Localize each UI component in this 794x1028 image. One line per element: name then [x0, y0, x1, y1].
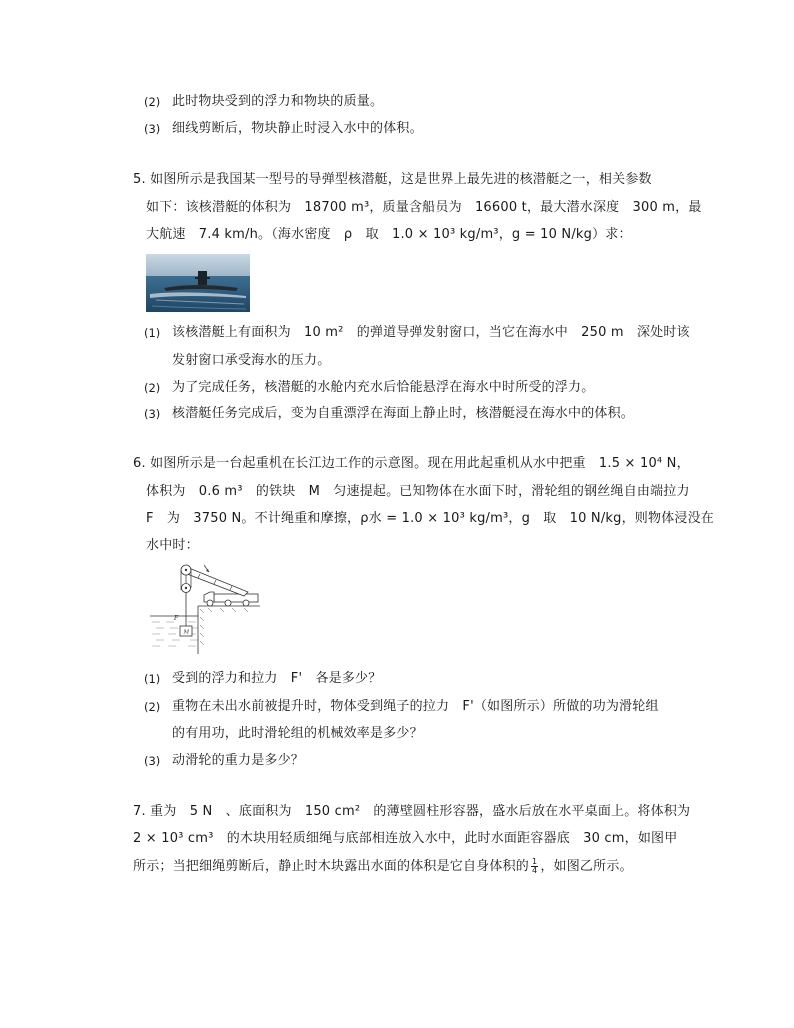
q7-stem-line-3: [133, 858, 633, 876]
q5-stem-line-3: 大航速 7.4 km/h。（海水密度 ρ 取 1.0 × 10³ kg/m³，g = 10 N/kg）求：: [146, 227, 632, 242]
q6-stem-line-3: F 为 3750 N。不计绳重和摩擦，ρ水 = 1.0 × 10³ kg/m³，g 取 10 N/kg，则物体浸没在: [146, 511, 714, 526]
q7-stem-line-3-a: 所示；当把细绳剪断后，静止时木块露出水面的体积是它自身体积的: [133, 859, 530, 874]
q4-sub3-number: (3): [144, 122, 161, 136]
q6-sub2-text-a: 重物在未出水前被提升时，物体受到绳子的拉力 F'（如图所示）所做的功为滑轮组: [172, 699, 659, 714]
q5-sub3-number: (3): [144, 407, 161, 421]
q6-sub2-number: (2): [144, 700, 161, 714]
q6-sub2-text-b: 的有用功，此时滑轮组的机械效率是多少？: [172, 726, 423, 741]
q5-sub2-text: 为了完成任务，核潜艇的水舱内充水后恰能悬浮在海水中时所受的浮力。: [172, 380, 595, 395]
q6-sub3-text: 动滑轮的重力是多少？: [172, 753, 305, 768]
fraction-numerator: 1: [532, 857, 538, 866]
q5-sub3-text: 核潜艇任务完成后，变为自重漂浮在海面上静止时，核潜艇浸在海水中的体积。: [172, 406, 635, 421]
q7-stem-line-1: 7. 重为 5 N 、底面积为 150 cm² 的薄壁圆柱形容器，盛水后放在水平桌面上。将体积为: [133, 804, 691, 819]
q5-sub1-number: (1): [144, 326, 161, 340]
q7-stem-line-3-b: ，如图乙所示。: [540, 859, 633, 874]
q5-stem-line-2: 如下：该核潜艇的体积为 18700 m³，质量含船员为 16600 t，最大潜水深度 300 m，最: [146, 200, 702, 215]
q5-stem-line-1: 5. 如图所示是我国某一型号的导弹型核潜艇，这是世界上最先进的核潜艇之一，相关参数: [133, 172, 652, 187]
q5-sub2-number: (2): [144, 381, 161, 395]
q6-sub3-number: (3): [144, 754, 161, 768]
q6-stem-line-2: 体积为 0.6 m³ 的铁块 M 匀速提起。已知物体在水面下时，滑轮组的钢丝绳自由端拉力: [146, 484, 690, 499]
one-quarter-fraction: [531, 858, 538, 875]
submarine-photo: [146, 254, 250, 312]
q6-stem-line-4: 水中时：: [146, 538, 199, 553]
q7-stem-line-2: 2 × 10³ cm³ 的木块用轻质细绳与底部相连放入水中，此时水面距容器底 30 cm，如图甲: [133, 831, 678, 846]
q4-sub2-text: 此时物块受到的浮力和物块的质量。: [172, 94, 384, 109]
fraction-denominator: 4: [532, 866, 538, 875]
q4-sub3-text: 细线剪断后，物块静止时浸入水中的体积。: [172, 121, 423, 136]
q4-sub2-number: (2): [144, 95, 161, 109]
crane-diagram: [148, 562, 266, 654]
q5-sub1-text-a: 该核潜艇上有面积为 10 m² 的弹道导弹发射窗口，当它在海水中 250 m 深处时该: [172, 325, 690, 340]
fig-label-F: F: [174, 615, 179, 622]
q6-sub1-number: (1): [144, 672, 161, 686]
q5-sub1-text-b: 发射窗口承受海水的压力。: [172, 353, 331, 368]
fig-label-M: M: [183, 629, 190, 636]
q6-stem-line-1: 6. 如图所示是一台起重机在长江边工作的示意图。现在用此起重机从水中把重 1.5 × 10⁴ N，: [133, 456, 690, 471]
q6-sub1-text: 受到的浮力和拉力 F' 各是多少？: [172, 671, 382, 686]
